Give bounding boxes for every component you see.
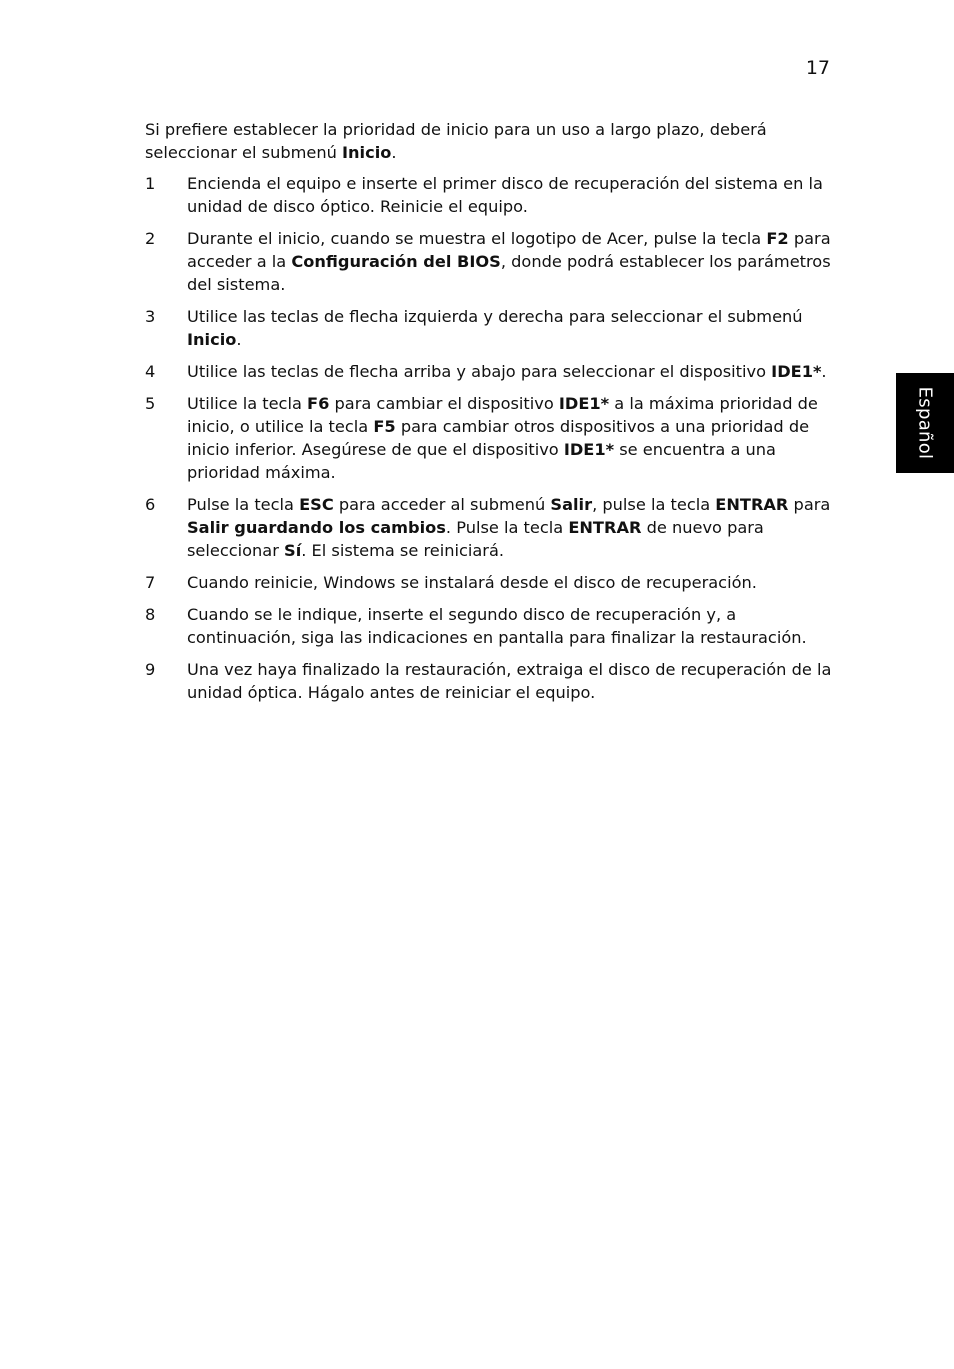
step-text [187,392,835,484]
step-number: 9 [145,660,156,679]
step-bold-term: F2 [766,229,789,248]
step-text-run: . [821,362,827,381]
step-text-run: para acceder al submenú [333,495,551,514]
step-text-run: para [788,495,831,514]
step-item [145,658,835,704]
step-bold-term: IDE1* [558,394,610,413]
step-bold-term: Inicio [187,330,237,349]
step-bold-term: F5 [373,417,396,436]
step-bold-term: IDE1* [771,362,822,381]
step-text-run: Encienda el equipo e inserte el primer disco de recuperación del sistema en la unidad de disco óptico. Reinicie el equipo. [187,174,823,216]
step-text-run: Utilice las teclas de flecha arriba y abajo para seleccionar el dispositivo [187,362,772,381]
page-number: 17 [805,57,830,79]
step-text-run: para cambiar el dispositivo [329,394,559,413]
intro-bold-term: Inicio [342,143,392,162]
step-text-run: se encuentra a una prioridad máxima. [187,440,776,482]
step-number: 4 [145,362,156,381]
step-text [187,305,835,351]
step-item [145,305,835,351]
step-text [187,658,835,704]
step-text-run: Utilice la tecla [187,394,308,413]
step-text-run: Utilice las teclas de flecha izquierda y derecha para seleccionar el submenú [187,307,803,326]
step-number: 5 [145,394,156,413]
step-text [187,360,835,383]
step-text [187,603,835,649]
step-text [187,172,835,218]
step-number: 6 [145,495,156,514]
step-text-run: Durante el inicio, cuando se muestra el logotipo de Acer, pulse la tecla [187,229,767,248]
step-bold-term: ESC [299,495,334,514]
step-item [145,493,835,562]
step-bold-term: Salir guardando los cambios [187,518,446,537]
step-bold-term: Sí [284,541,302,560]
step-text-run: Una vez haya finalizado la restauración, extraiga el disco de recuperación de la unidad óptica. Hágalo antes de reiniciar el equipo. [187,660,832,702]
step-item [145,392,835,484]
step-number: 8 [145,605,156,624]
step-number: 3 [145,307,156,326]
step-item [145,227,835,296]
step-text [187,227,835,296]
step-bold-term: Salir [550,495,593,514]
step-text-run: , donde podrá establecer los parámetros del sistema. [187,252,831,294]
step-text-run: Cuando reinicie, Windows se instalará desde el disco de recuperación. [187,573,757,592]
step-text-run: de nuevo para seleccionar [187,518,764,560]
intro-text: Si prefiere establecer la prioridad de inicio para un uso a largo plazo, deberá seleccionar el submenú [145,120,767,162]
step-item [145,172,835,218]
step-bold-term: IDE1* [563,440,615,459]
step-text-run: , pulse la tecla [592,495,716,514]
steps-list [145,172,835,704]
step-bold-term: ENTRAR [715,495,789,514]
step-text-run: para cambiar otros dispositivos a una prioridad de inicio inferior. Asegúrese de que el dispositivo [187,417,810,459]
step-text [187,493,835,562]
step-item [145,571,835,594]
step-text-run: . Pulse la tecla [445,518,569,537]
step-text [187,571,835,594]
intro-paragraph [145,118,835,164]
step-text-run: a la máxima prioridad de inicio, o utilice la tecla [187,394,818,436]
step-text-run: . [236,330,242,349]
language-side-tab-label: Español [914,386,936,460]
step-text-run: Cuando se le indique, inserte el segundo disco de recuperación y, a continuación, siga las indicaciones en pantalla para finalizar la restauración. [187,605,807,647]
step-text-run: . El sistema se reiniciará. [301,541,505,560]
step-bold-term: ENTRAR [568,518,642,537]
step-text-run: Pulse la tecla [187,495,300,514]
step-number: 1 [145,174,156,193]
intro-text-end: . [391,143,397,162]
step-number: 7 [145,573,156,592]
step-bold-term: Configuración del BIOS [291,252,501,271]
step-number: 2 [145,229,156,248]
document-body [145,118,835,713]
step-item [145,603,835,649]
step-item [145,360,835,383]
language-side-tab [896,373,954,473]
step-text-run: para acceder a la [187,229,831,271]
step-bold-term: F6 [307,394,330,413]
